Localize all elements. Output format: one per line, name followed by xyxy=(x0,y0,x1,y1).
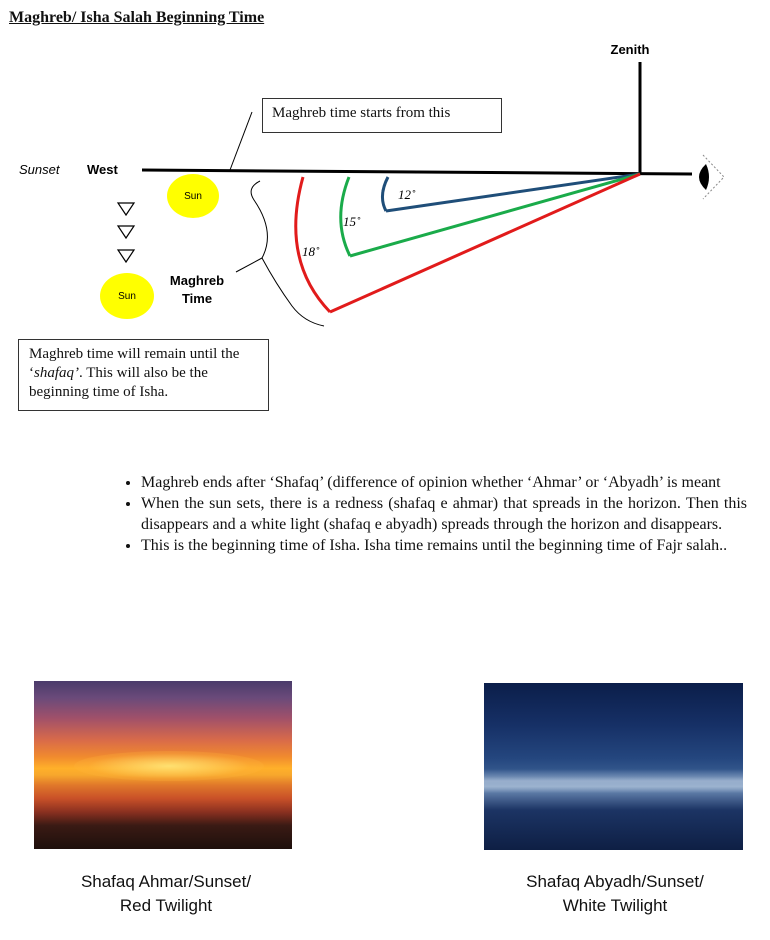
angle-15-label: 15˚ xyxy=(343,214,361,229)
horizon-line xyxy=(142,170,692,174)
red-twilight-caption xyxy=(44,870,288,918)
callout-text-part1: Maghreb time will remain until the ‘ xyxy=(29,346,240,381)
list-item: • This is the beginning time of Isha. Isha time remains until the beginning time of Fajr salah.. xyxy=(141,535,747,556)
red-caption-line2: Red Twilight xyxy=(119,896,213,915)
eye-icon xyxy=(699,155,724,199)
list-item: • Maghreb ends after ‘Shafaq’ (difference of opinion whether ‘Ahmar’ or ‘Abyadh’ is meant xyxy=(141,472,747,493)
down-triangle-icon xyxy=(118,226,134,238)
brace-pointer xyxy=(236,258,262,272)
page-title: Maghreb/ Isha Salah Beginning Time xyxy=(9,9,265,26)
arc-12 xyxy=(382,177,388,211)
down-triangle-icon xyxy=(118,203,134,215)
red-caption-line1: Shafaq Ahmar/Sunset/ xyxy=(80,872,252,891)
white-twilight-photo xyxy=(484,683,743,850)
angle-18-label: 18˚ xyxy=(302,244,320,259)
callout-text-italic: shafaq’ xyxy=(34,365,79,381)
white-caption-line2: White Twilight xyxy=(562,896,668,915)
callout-pointer xyxy=(230,112,252,170)
sun-upper-label: Sun xyxy=(184,191,202,202)
callout-text-part2: . This will also be the beginning time of Isha. xyxy=(29,365,208,400)
list-item: • When the sun sets, there is a redness (shafaq e ahmar) that spreads in the horizon. Then this disappears and a white light (shafaq e abyadh) spreads through the horizon and disappears. xyxy=(141,493,747,535)
red-twilight-photo xyxy=(34,681,292,849)
zenith-label: Zenith xyxy=(610,42,650,57)
ray-18 xyxy=(330,174,640,312)
west-label: West xyxy=(87,162,118,177)
white-caption-line1: Shafaq Abyadh/Sunset/ xyxy=(526,872,704,891)
angle-12-label: 12˚ xyxy=(398,187,416,202)
sunset-label: Sunset xyxy=(19,162,60,177)
horizon-haze xyxy=(484,769,743,793)
maghreb-time-label-line2: Time xyxy=(181,291,213,306)
callout-maghreb-start: Maghreb time starts from this xyxy=(262,98,502,133)
sun-glow xyxy=(74,751,264,781)
ray-15 xyxy=(350,174,640,256)
down-triangle-icon xyxy=(118,250,134,262)
sun-lower-label: Sun xyxy=(118,291,136,302)
bullet-list xyxy=(112,472,747,556)
white-twilight-caption xyxy=(490,870,740,918)
callout-maghreb-end xyxy=(18,339,269,411)
maghreb-time-label-line1: Maghreb xyxy=(169,273,225,288)
